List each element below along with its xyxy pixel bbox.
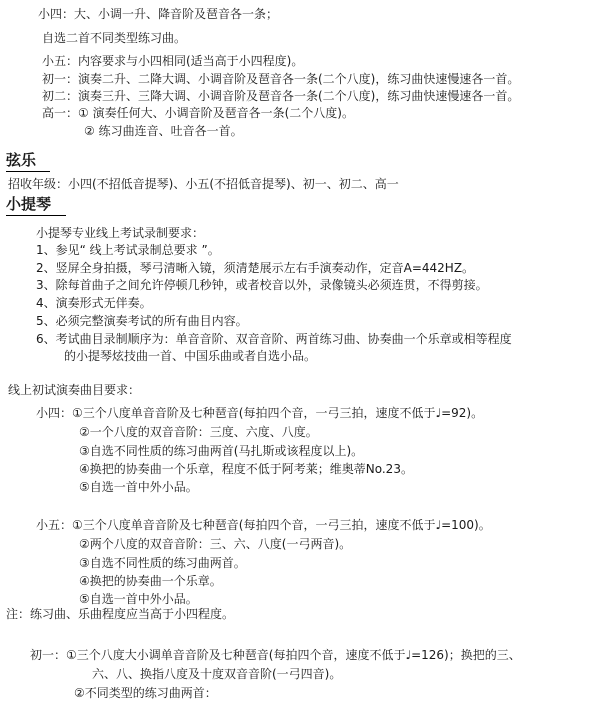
intro-line: 初二：演奏三升、三降大调、小调音阶及琶音各一条(二个八度)，练习曲快速慢速各一首。: [42, 89, 520, 103]
grade4-item: ④换把的协奏曲一个乐章，程度不低于阿考莱；维奥蒂No.23。: [79, 462, 413, 476]
intro-line: 小四：大、小调一升、降音阶及琶音各一条；: [38, 7, 279, 21]
junior1-item: 初一：①三个八度大小调单音音阶及七种琶音(每拍四个音，速度不低于♩=126)；换把的三、: [30, 648, 521, 662]
violin-requirement: 2、竖屏全身拍摄，琴弓清晰入镜，须清楚展示左右手演奏动作，定音A=442HZ。: [36, 261, 475, 275]
grade5-item: 小五：①三个八度单音音阶及七种琶音(每拍四个音，一弓三拍，速度不低于♩=100)。: [36, 518, 491, 532]
grade4-item: ⑤自选一首中外小品。: [79, 480, 198, 494]
grade5-item: ⑤自选一首中外小品。: [79, 592, 198, 606]
grade4-item: ③自选不同性质的练习曲两首(马扎斯或该程度以上)。: [79, 444, 364, 458]
enroll-grades: 招收年级：小四(不招低音提琴)、小五(不招低音提琴)、初一、初二、高一: [8, 177, 399, 191]
intro-line: ② 练习曲连音、吐音各一首。: [84, 124, 243, 138]
grade4-item: 小四：①三个八度单音音阶及七种琶音(每拍四个音，一弓三拍，速度不低于♩=92)。: [36, 406, 484, 420]
intro-line: 初一：演奏二升、二降大调、小调音阶及琶音各一条(二个八度)，练习曲快速慢速各一首。: [42, 72, 520, 86]
violin-requirement: 1、参见“ 线上考试录制总要求 ”。: [36, 243, 220, 257]
intro-line: 自选二首不同类型练习曲。: [42, 31, 187, 45]
section-underline: [6, 215, 66, 216]
grade5-item: ④换把的协奏曲一个乐章。: [79, 574, 222, 588]
grade5-item: ②两个八度的双音音阶：三、六、八度(一弓两音)。: [79, 537, 352, 551]
violin-requirement: 5、必须完整演奏考试的所有曲目内容。: [36, 314, 248, 328]
violin-requirement: 6、考试曲目录制顺序为：单音音阶、双音音阶、两首练习曲、协奏曲一个乐章或相等程度: [36, 332, 512, 346]
violin-requirement: 的小提琴炫技曲一首、中国乐曲或者自选小品。: [64, 349, 317, 363]
junior1-item: ②不同类型的练习曲两首：: [74, 686, 217, 700]
violin-requirement: 4、演奏形式无伴奏。: [36, 296, 152, 310]
repertoire-note: 注：练习曲、乐曲程度应当高于小四程度。: [6, 607, 235, 621]
repertoire-heading: 线上初试演奏曲目要求：: [8, 383, 141, 397]
grade4-item: ②一个八度的双音音阶：三度、六度、八度。: [79, 425, 318, 439]
section-title-strings: 弦乐: [6, 151, 37, 169]
intro-line: 小五：内容要求与小四相同(适当高于小四程度)。: [42, 54, 304, 68]
violin-requirement: 小提琴专业线上考试录制要求：: [36, 226, 205, 240]
junior1-item: 六、八、换指八度及十度双音音阶(一弓四音)。: [92, 667, 342, 681]
violin-requirement: 3、除每首曲子之间允许停顿几秒钟，或者校音以外，录像镜头必须连贯，不得剪接。: [36, 278, 488, 292]
section-underline: [6, 171, 50, 172]
intro-line: 高一：① 演奏任何大、小调音阶及琶音各一条(二个八度)。: [42, 106, 354, 120]
grade5-item: ③自选不同性质的练习曲两首。: [79, 556, 246, 570]
section-title-violin: 小提琴: [6, 195, 52, 213]
